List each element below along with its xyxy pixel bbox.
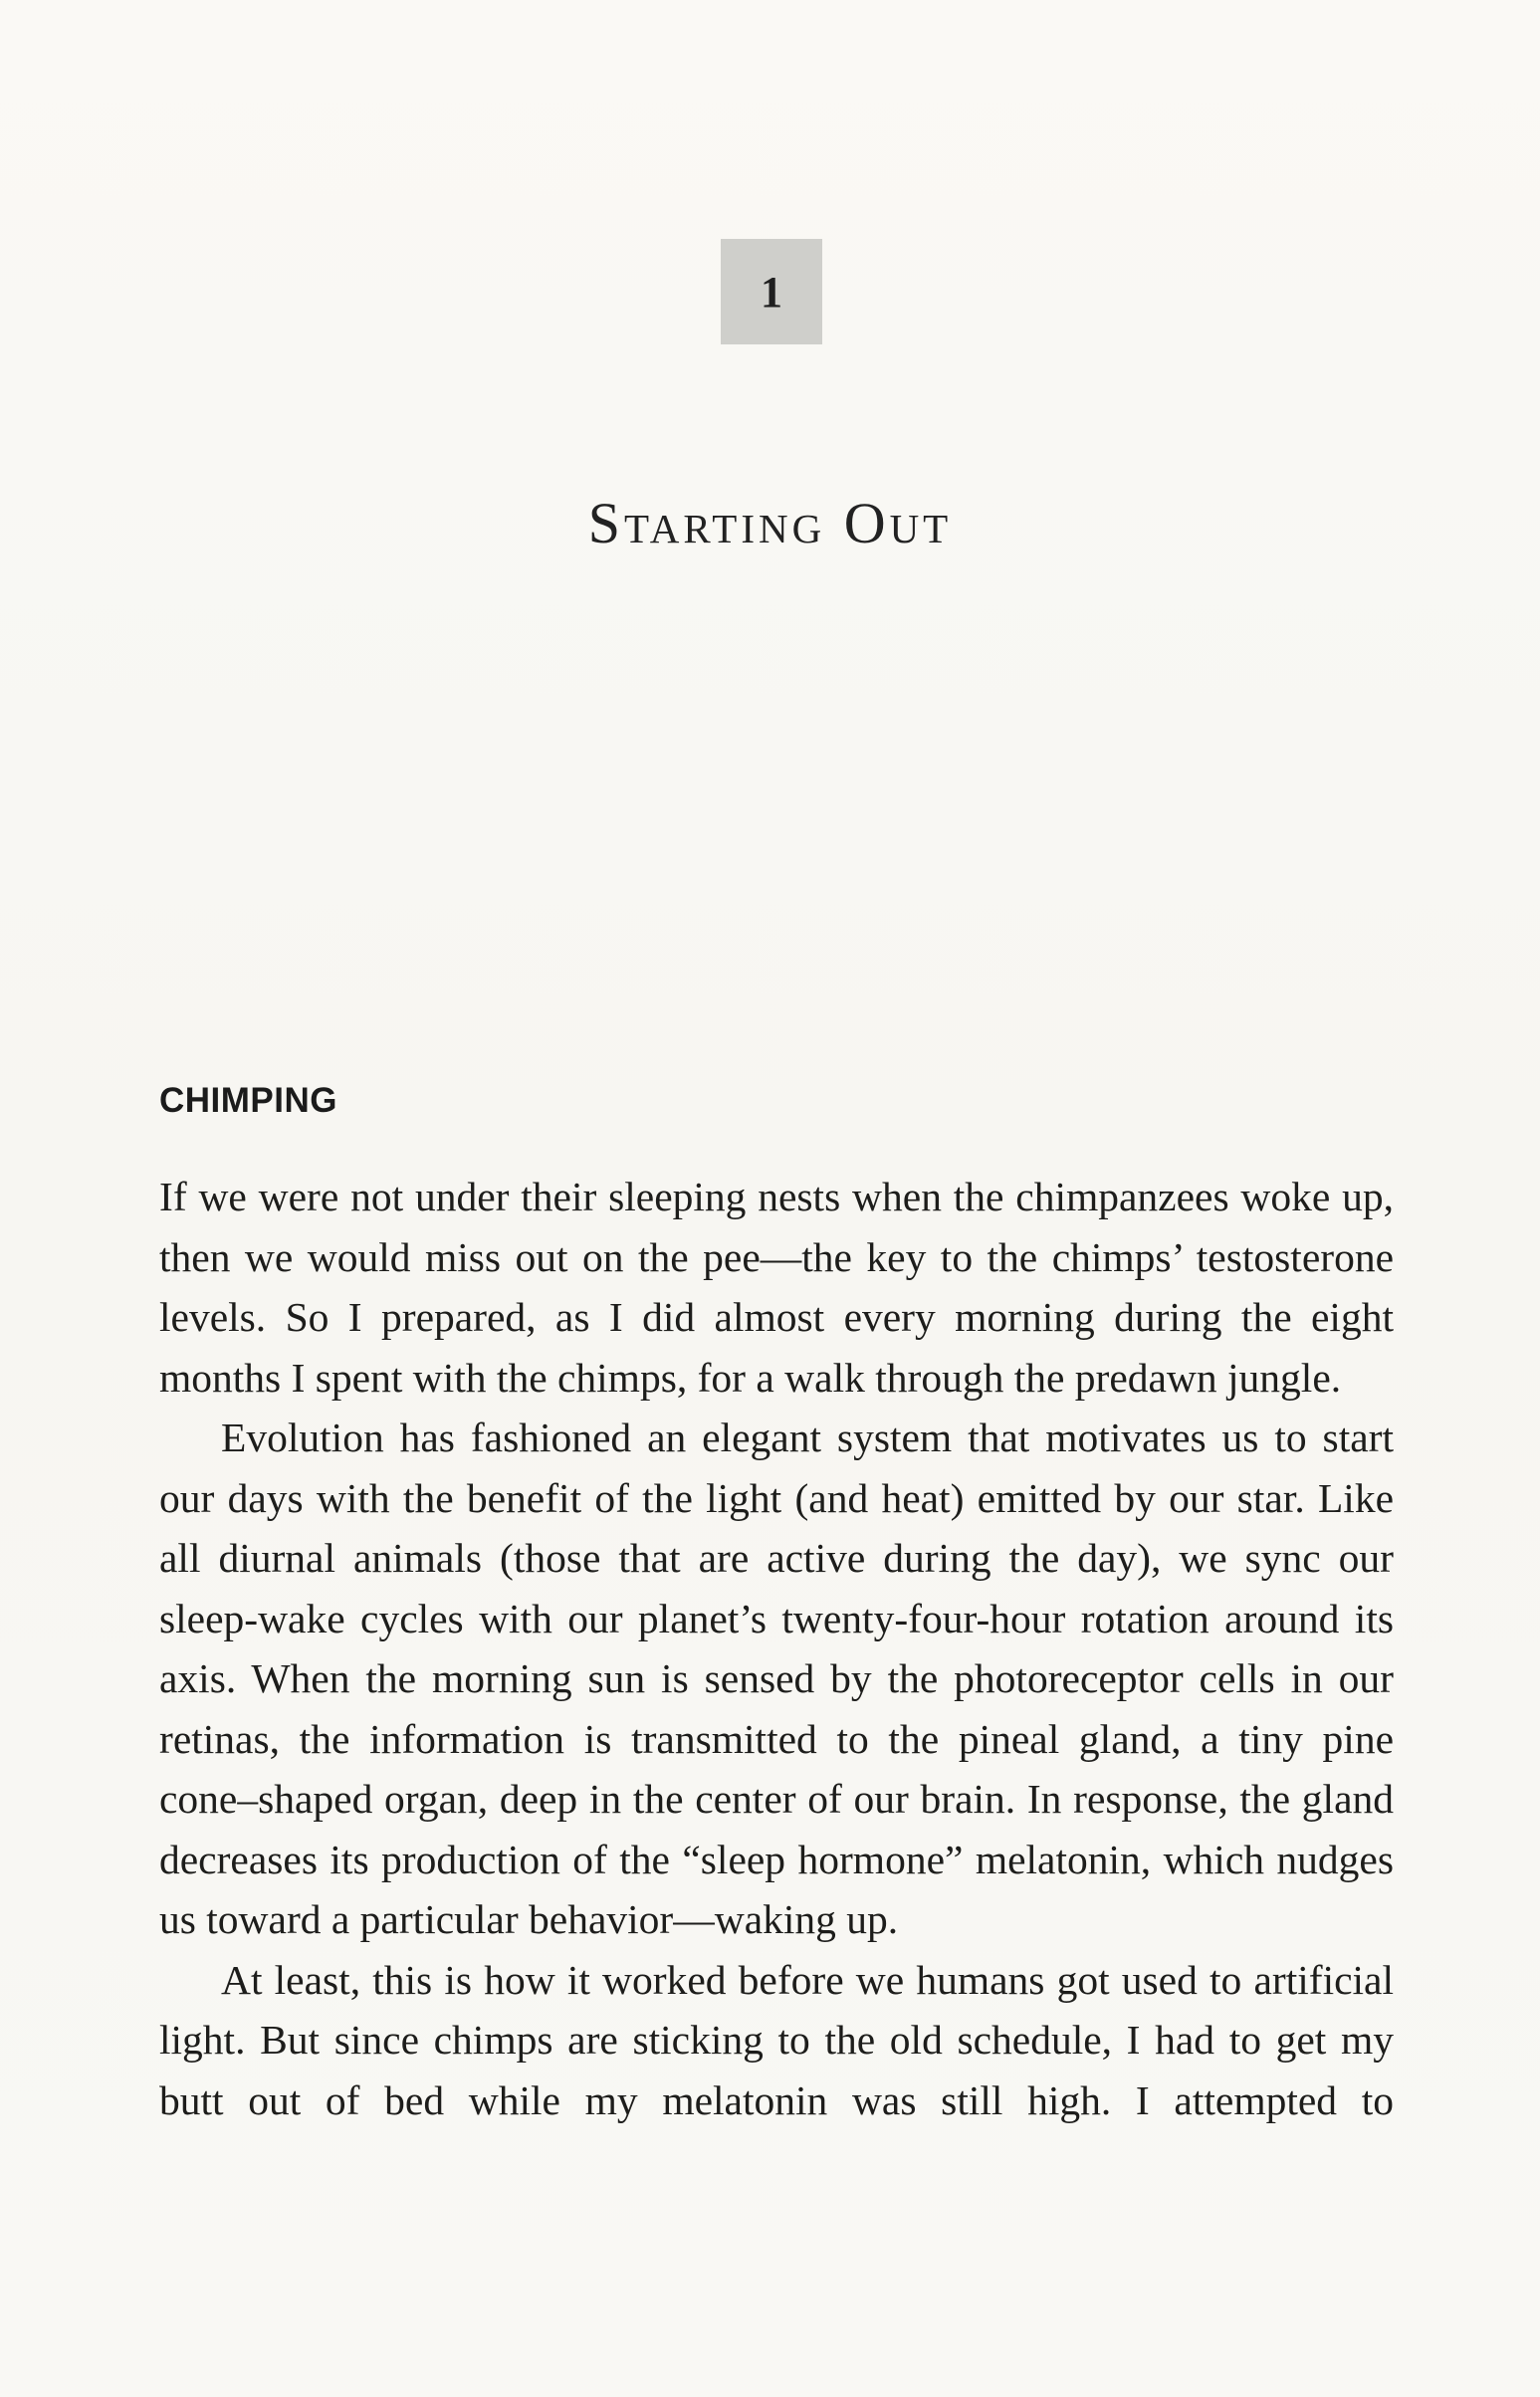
paragraph: At least, this is how it worked before we humans got used to artificial light. But since chimps are sticking to the old schedule, I had to get my butt out of bed while my melatonin was still high. I attempted to <box>159 1956 1394 2123</box>
chapter-title: Starting Out <box>587 491 953 555</box>
chapter-number: 1 <box>761 267 782 317</box>
paragraph: If we were not under their sleeping nests when the chimpanzees woke up, then we would miss out on the pee—the key to the chimps’ testosterone levels. So I prepared, as I did almost every morning during the eight months I spent with the chimps, for a walk through the predawn jungle. <box>159 1174 1394 1401</box>
paragraph: Evolution has fashioned an elegant system that motivates us to start our days with the benefit of the light (and heat) emitted by our star. Like all diurnal animals (those that are active during the day), we sync our sleep-wake cycles with our planet’s twenty-four-hour rotation around its axis. When the morning sun is sensed by the photoreceptor cells in our retinas, the information is transmitted to the pineal gland, a tiny pine cone–shaped organ, deep in the center of our brain. In response, the gland decreases its production of the “sleep hormone” melatonin, which nudges us toward a particular behavior—waking up. <box>159 1415 1394 1942</box>
section-heading: CHIMPING <box>159 1081 337 1120</box>
body-text <box>159 1167 1394 2130</box>
chapter-number-box <box>721 239 822 344</box>
